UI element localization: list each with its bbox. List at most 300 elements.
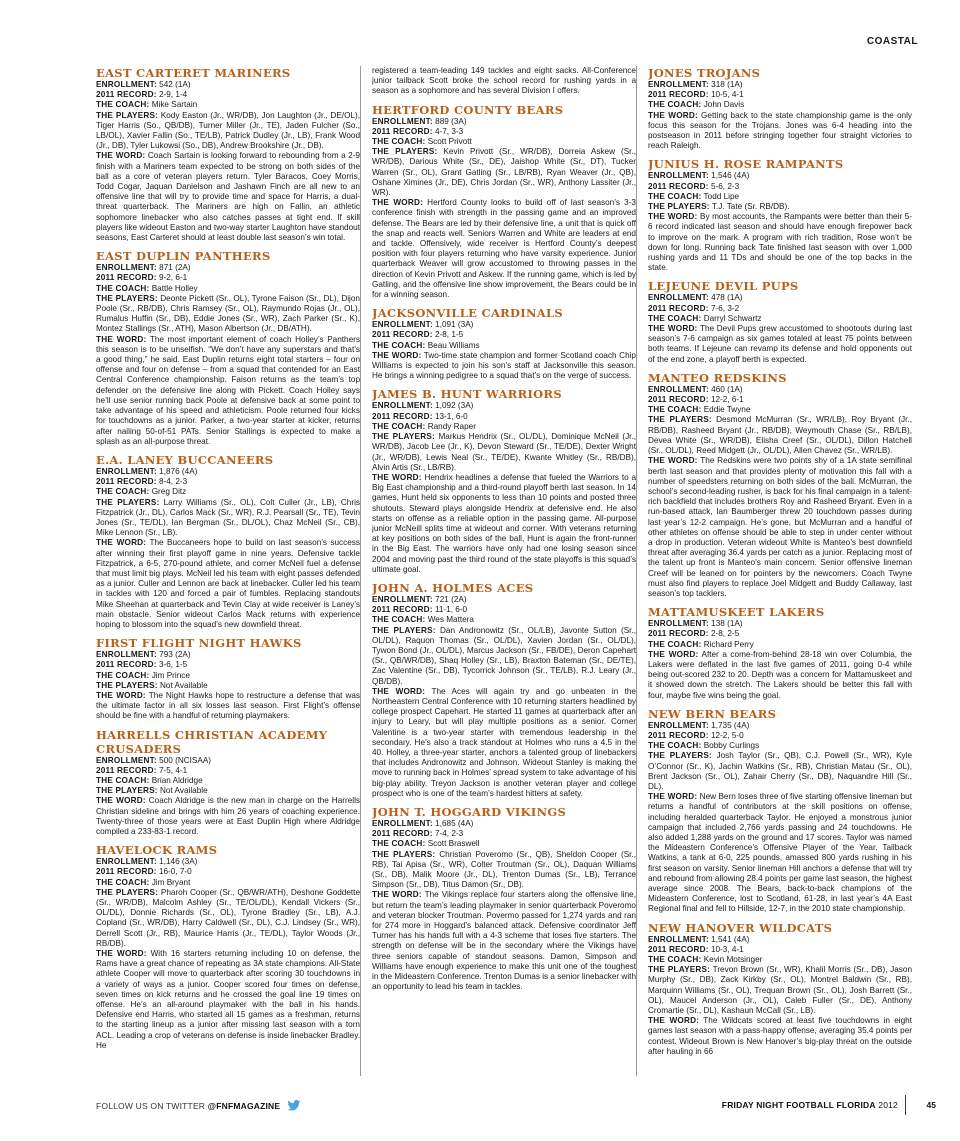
enrollment-line [648,293,912,303]
record-line-value: 12-2, 6-1 [710,395,744,405]
footer-divider [905,1095,906,1115]
enrollment-line-value: 1,541 (4A) [711,934,750,944]
magazine-title: FRIDAY NIGHT FOOTBALL FLORIDA 2012 [721,1100,898,1110]
coach-line [372,422,636,432]
team-entry [372,805,636,992]
players-line-value: Not Available [159,680,208,690]
word-line [372,198,636,300]
coach-line-label: THE COACH: [372,340,426,350]
coach-line-value: Wes Mattera [427,615,474,625]
team-name: JACKSONVILLE CARDINALS [372,306,563,321]
players-line-value: Trevon Brown (Sr., WR), Khalil Morris (Sr., DB), Jason Murphy (Sr., DB), Zack Kirkby (Sr., OL), Montrel Baldwin (Sr., RB), Marquinn Williams (Sr., OL), Trequan Brown (Sr., OL), Josh Barrett (Sr., OL), Maucel Anderson (Jr., OL), Caleb Fuller (Sr., DE), Anthony Cromartie (Sr., DL), Kashaun McCall (Sr., LB). [648,965,912,1016]
coach-line-label: THE COACH: [96,670,150,680]
enrollment-line-value: 1,091 (3A) [435,320,474,330]
team-name: JONES TROJANS [648,66,761,80]
players-line [96,888,360,949]
coach-line-value: Mike Sartain [151,100,198,110]
word-line-label: THE WORD: [372,472,422,482]
enrollment-line-value: 478 (1A) [711,293,743,303]
team-entry [648,707,912,915]
word-line [96,796,360,837]
players-line-value: Dan Andronowitz (Sr., OL/LB), Javonte Sutton (Sr., OL/DL), Raquon Thomas (Sr., OL/DL), Xavien Jordan (Sr., OL/DL), Tywon Bond (Jr., OL/DL), Marcus Jackson (Sr., FB/DE), Deron Capehart (Sr., QB/WR/DB), Shaq Holley (Sr., LB), Braxton Bateman (Sr., DE/TE), Zac Valentine (Sr., DB), Tycorrick Johnson (Sr., TE/LB), R.J. Leary (Jr., QB/DB). [372,625,636,686]
record-line [96,867,360,877]
team-entry [372,387,636,574]
coach-line-label: THE COACH: [648,191,702,201]
team-name: JUNIUS H. ROSE RAMPANTS [648,157,844,172]
team-name: FIRST FLIGHT NIGHT HAWKS [96,636,302,651]
enrollment-line [648,385,912,395]
coach-line-label: THE COACH: [648,313,702,323]
coach-line-value: Todd Lipe [703,191,740,201]
record-line-value: 5-6, 2-3 [710,181,740,191]
coach-line-label: THE COACH: [372,839,426,849]
coach-line-value: Greg Ditz [151,487,187,497]
coach-line-value: Battle Holley [151,283,198,293]
coach-line [648,192,912,202]
record-line-label: 2011 RECORD: [96,273,157,283]
word-line-label: THE WORD: [96,690,146,700]
team-entry [96,843,360,1051]
team-name: MATTAMUSKEET LAKERS [648,605,825,620]
record-line-label: 2011 RECORD: [648,90,709,100]
word-line-label: THE WORD: [96,796,146,806]
coach-line-value: Kevin Motsinger [703,955,763,965]
players-line-value: Pharoh Cooper (Sr., QB/WR/ATH), Deshone Goddette (Sr., WR/DB), Malcolm Ashley (Sr., TE/OL/DL), Kendall Vickers (Sr., OL/DL), Donnie Richards (Sr., OL), Tyrone Bradley (Sr., LB), A.J. Copland (Sr., WR/DB), Harry Caldwell (Sr., DL), C.J. Lindsey (Sr., WR), Derrell Scott (Jr., RB), Maurice Harris (Jr., TE/DL), Taylor Woods (Jr., RB/DB). [96,887,360,948]
enrollment-line [96,756,360,766]
players-line-value: Markus Hendrix (Sr., OL/DL), Dominique McNeil (Jr., WR/DB), Jacob Lee (Jr., K), Devon Steward (Sr., TE/DE), Dexter Wright (Jr., WR/DB), Lewis Neal (Sr., TE/DE), Kwante Whitley (Sr., RB/DB), Alvin Artis (Sr., LB/RB). [372,432,636,472]
column-2 [372,66,636,1076]
enrollment-line-label: ENROLLMENT: [96,466,157,476]
players-line [96,111,360,152]
word-line [96,335,360,447]
coach-line-label: THE COACH: [648,405,702,415]
record-line-value: 2-8, 1-5 [434,330,464,340]
record-line-label: 2011 RECORD: [96,477,157,487]
word-line-value: The Vikings replace four starters along the offensive line, but return the team’s leading playmaker in senior quarterback Poveromo and veteran blocker Troutman. Povermo passed for 1,274 yards and ran for 274 more in Hoggard’s balanced attack. Defensive coordinator Jeff Turner has his hands full with a 4-3 scheme that loses five starters. The strength on defense will be in the secondary where the Vikings have three seniors capable of standout seasons. Damon, Simpson and Williams have enough experience to make this unit one of the toughest in the Mideastern Conference. Trenton Dumas is a senior linebacker with an opportunity to lead his team in tackles. [372,890,636,992]
enrollment-line-label: ENROLLMENT: [96,650,157,660]
record-line-label: 2011 RECORD: [96,765,157,775]
record-line-value: 7-5, 4-1 [158,765,188,775]
record-line-label: 2011 RECORD: [96,867,157,877]
word-line [648,212,912,273]
enrollment-line-label: ENROLLMENT: [96,263,157,273]
coach-line-label: THE COACH: [372,421,426,431]
enrollment-line-value: 1,685 (4A) [435,819,474,828]
team-name: HERTFORD COUNTY BEARS [372,102,564,117]
record-line-label: 2011 RECORD: [96,90,157,100]
team-entry [648,371,912,599]
players-line [372,432,636,473]
team-entry [96,636,360,721]
enrollment-line [372,117,636,127]
enrollment-line-label: ENROLLMENT: [372,401,433,411]
record-line [372,829,636,839]
record-line-value: 3-6, 1-5 [158,660,188,670]
players-line-label: THE PLAYERS: [648,751,712,761]
players-line [372,626,636,687]
record-line-value: 8-4, 2-3 [158,477,188,487]
team-name: MANTEO REDSKINS [648,370,787,385]
enrollment-line-value: 721 (2A) [435,594,467,604]
word-line-value: The Redskins were two points shy of a 1A state semifinal berth last season and that provides plenty of motivation this fall with a number of speedsters returning on both sides of the ball. McMurran, the school’s second-leading rusher, is back for his final campaign in a talent-rich backfield that includes brothers Roy and Rasheed Bryant. Even in a run-based attack, Ian Baumberger threw 20 touchdown passes during last year’s 12-2 campaign. He’s gone, but McMurran and a handful of other athletes on offense should be able to step in under center without a drop in production. Veteran wideout White is Manteo’s best downfield threat after averaging 36.4 yards per catch as a junior. Replacing most of the talent up front is Manteo’s main concern. Senior offensive lineman Creef will be leaned on for pointers by the newcomers. Coach Twyne must also find players to replace Joel Midgett and Buddy Callaway, last season’s top tacklers. [648,456,912,598]
word-line-label: THE WORD: [648,212,698,222]
coach-line [372,839,636,849]
team-name: NEW HANOVER WILDCATS [648,920,833,935]
players-line-label: THE PLAYERS: [648,415,712,425]
enrollment-line-label: ENROLLMENT: [648,619,709,629]
enrollment-line-value: 500 (NCISAA) [159,755,212,765]
word-line [648,650,912,701]
coach-line [372,137,636,147]
record-line-value: 4-7, 3-3 [434,126,464,136]
record-line [648,945,912,955]
word-line-label: THE WORD: [648,456,698,466]
continued-text: registered a team-leading 149 tackles and eight sacks. All-Conference junior tailback Scott broke the school record for rushing yards in a season as a sophomore and has several Division I offers. [372,66,636,96]
enrollment-line-label: ENROLLMENT: [648,171,709,181]
coach-line-value: Richard Perry [703,639,754,649]
word-line [648,792,912,914]
players-line-value: Kody Easton (Jr., WR/DB), Jon Laughton (Jr., DE/OL), Tiger Harris (So., QB/DB), Turner Miller (Jr., TE), Jaden Fulcher (So., LB/OL), Xavier Fallin (So., TE/LB), Patrick Dudley (Jr., LB), Frank Wood (Jr., DB), Tyler Lukowsi (So., DB), Andrew Brookshire (Jr., DB). [96,110,360,151]
record-line [372,330,636,340]
record-line [96,660,360,670]
record-line [648,731,912,741]
word-line [372,473,636,575]
record-line-value: 9-2, 6-1 [158,273,188,283]
coach-line-label: THE COACH: [648,741,702,751]
coach-line [96,671,360,681]
word-line-value: The Aces will again try and go unbeaten in the Northeastern Central Conference with 10 returning starters headlined by college prospect Capehart. He started 11 games at quarterback after an injury to Leary, but will play multiple positions as a senior. Corner Valentine is a two-year starter with tremendous leadership in the secondary. He’s also a track standout at Holmes who runs a 4.5 in the 40. Holley, a three-year starter, anchors a talented group of linebackers that includes Andronowitz and Johnson. Wideout Stanley is making the move to running back in Holmes’ spread system to take advantage of his big-play ability. Treyon Jackson is another veteran player and college prospect who is one of the team’s hardest hitters at safety. [372,686,636,798]
team-entry [96,728,360,838]
record-line [372,412,636,422]
players-line-label: THE PLAYERS: [96,680,158,690]
word-line-value: After a come-from-behind 28-18 win over Columbia, the Lakers were deflated in the last five games of 2011, going 0-4 while being out-scored 232 to 20. Depth was a concern for Mattamuskeet and it showed down the stretch. The Lakers should be better this fall with four, maybe five wins being the goal. [648,649,912,700]
record-line-value: 13-1, 6-0 [434,411,468,421]
record-line [648,629,912,639]
word-line-value: The Wildcats scored at least five touchdowns in eight games last season with a pass-happy offense, averaging 35.4 points per contest. Wideout Brown is New Hanover’s big-play threat on the outside after hauling in 66 [648,1016,912,1056]
record-line-label: 2011 RECORD: [372,330,433,340]
record-line-value: 11-1, 6-0 [434,605,468,615]
enrollment-line-label: ENROLLMENT: [372,594,433,604]
players-line-label: THE PLAYERS: [96,293,158,303]
record-line-label: 2011 RECORD: [372,126,433,136]
coach-line [648,955,912,965]
enrollment-line-value: 542 (1A) [159,80,191,89]
players-line [96,681,360,691]
enrollment-line [648,721,912,731]
word-line [648,111,912,152]
coach-line [96,100,360,110]
coach-line [96,284,360,294]
enrollment-line-label: ENROLLMENT: [96,755,157,765]
players-line-value: Desmond McMurran (Sr., WR/LB), Roy Bryant (Jr., RB/DB), Rasheed Bryant (Jr., RB/DB), Weymouth Chase (Sr., RB/LB), Devea White (Sr., WR/DB), Elisha Creef (Sr., OL/DL), Dillon Hatchell (Sr., OL/DL), Reed Midgett (Jr., OL/DL), Allen Chavez (Sr., WR/LB). [648,415,912,456]
word-line-label: THE WORD: [648,1016,700,1026]
enrollment-line-label: ENROLLMENT: [96,857,157,867]
coach-line-label: THE COACH: [372,615,426,625]
team-name: E.A. LANEY BUCCANEERS [96,452,274,467]
word-line-label: THE WORD: [648,649,699,659]
players-line-value: Not Available [159,786,208,796]
coach-line [96,487,360,497]
word-line [648,456,912,599]
word-line-value: The most important element of coach Holley’s Panthers this season is to be unselfish. “We don’t have any superstars and that’s a good thing,” he said. East Duplin returns eight total starters – four on offense and four on defense – from a squad that contended for an East Central Conference championship. Faison returns as the team’s top defender on the defensive line along with Pickett. Coach Holley says he’ll use senior running back Poole at defensive back at some point to take advantage of his speed and athleticism. Poole returned four kicks for touchdowns as a junior. Parker, a two-year starter at kicker, returns after nailing 50-of-51 PATs. Senior Stallings is expected to make a splash as an all-purpose threat. [96,334,360,446]
word-line-label: THE WORD: [96,151,146,161]
word-line-value: With 16 starters returning including 10 on defense, the Rams have a great chance of repeating as 3A state champions. All-State athlete Cooper will move to quarterback after scoring 30 touchdowns in a variety of ways as a junior. Cooper scored four times on defense, seven times on kick returns and he crossed the goal line 19 times on offense. He’s an all-around playmaker with the ball in his hands. Defensive end Harris, who started all 15 games as a freshman, returns to the starting lineup as a junior after missing last season with a torn ACL. Leading a crop of veterans on defense is inside linebacker Bradley. He [96,949,360,1050]
team-name: JOHN A. HOLMES ACES [372,580,534,595]
team-entry [648,157,912,273]
enrollment-line [372,401,636,411]
coach-line [372,341,636,351]
word-line-label: THE WORD: [96,538,147,548]
section-tag: COASTAL [866,36,918,47]
coach-line-value: Scott Braswell [427,839,480,849]
players-line-value: Josh Taylor (Sr., QB), C.J. Powell (Sr., WR), Kyle O’Connor (Sr., K), Jachin Watkins (Sr., RB), Christian Matau (Sr., OL), Brent Jackson (Sr., OL), Zahair Cherry (Sr., DB), Naquandre Hill (Sr., DL). [648,751,912,791]
word-line-value: By most accounts, the Rampants were better than their 5-6 record indicated last season and should have enough firepower back to improve on the mark. A program with rich tradition, Rose won’t be down for long. Running back Tate finished last season with over 1,000 rushing yards and 11 TDs and should be one of the top backs in the state. [648,212,912,273]
players-line-label: THE PLAYERS: [96,110,159,120]
enrollment-line [648,171,912,181]
word-line [372,351,636,382]
word-line-value: Hendrix headlines a defense that fueled the Warriors to a Big East championship and a third-round playoff berth last season. In 14 games, Hunt held six opponents to less than 10 points and posted three shutouts. Steward plays alongside Hendrix at defensive end. He also starts on offense as a reliable option in the passing game. All-purpose junior McNeill splits time at wideout and corner. With veterans returning at key positions on both sides of the ball, Hunt is again the front-runner in the Big East. The warriors have only had one losing season since 2004 and moving past the third round of the state playoffs is this squad’s ultimate goal. [372,472,636,574]
team-name: JOHN T. HOGGARD VIKINGS [372,805,567,819]
team-entry [372,103,636,301]
players-line-value: Larry Williams (Sr., OL), Colt Culler (Jr., LB), Chris Fitzpatrick (Jr., DL), Carlos Mack (Sr., WR), R.J. Pearsall (Sr., TE), Tevin Jones (Sr., TE/DL), Ian Bergman (Sr., DL/OL), Chaz McNeil (Sr., CB), Mike Lennon (Sr., LB). [96,497,360,538]
team-name: EAST CARTERET MARINERS [96,66,291,80]
enrollment-line [648,619,912,629]
enrollment-line-label: ENROLLMENT: [372,116,433,126]
team-entry [648,279,912,364]
record-line-label: 2011 RECORD: [96,660,157,670]
enrollment-line [648,80,912,90]
coach-line-label: THE COACH: [96,877,150,887]
coach-line-value: Jim Prince [151,670,190,680]
coach-line-label: THE COACH: [96,487,150,497]
coach-line [648,100,912,110]
record-line-value: 12-2, 5-0 [710,730,744,740]
players-line-label: THE PLAYERS: [372,432,435,442]
coach-line-label: THE COACH: [648,955,702,965]
players-line [96,294,360,335]
record-line-label: 2011 RECORD: [648,395,709,405]
team-entry [96,249,360,447]
record-line [96,766,360,776]
team-name: HAVELOCK RAMS [96,843,218,858]
word-line-label: THE WORD: [96,334,147,344]
word-line-label: THE WORD: [372,890,422,900]
coach-line-value: Randy Raper [427,421,476,431]
record-line [96,273,360,283]
coach-line [648,741,912,751]
enrollment-line-label: ENROLLMENT: [648,80,709,89]
record-line-label: 2011 RECORD: [372,829,433,839]
record-line [372,605,636,615]
enrollment-line-value: 1,546 (4A) [711,171,750,181]
coach-line [648,405,912,415]
article-columns [96,66,920,1076]
team-entry [648,921,912,1057]
coach-line [648,314,912,324]
coach-line-value: Jim Bryant [151,877,191,887]
players-line [372,147,636,198]
record-line [372,127,636,137]
coach-line-label: THE COACH: [648,100,702,110]
record-line-value: 10-3, 4-1 [710,944,744,954]
enrollment-line-value: 1,146 (3A) [159,857,198,867]
players-line [372,850,636,891]
record-line [648,90,912,100]
record-line [96,477,360,487]
twitter-prefix: FOLLOW US ON TWITTER [96,1101,208,1111]
enrollment-line-value: 1,735 (4A) [711,720,750,730]
word-line-value: Two-time state champion and former Scotland coach Chip Williams is expected to join his son’s staff at Jacksonville this season. He brings a winning pedigree to a squad that’s on the verge of success. [372,350,636,381]
team-name: NEW BERN BEARS [648,706,777,721]
record-line-value: 7-6, 3-2 [710,303,740,313]
record-line-value: 7-4, 2-3 [434,829,464,839]
enrollment-line-value: 793 (2A) [159,650,191,660]
team-entry [96,66,360,243]
enrollment-line-value: 1,876 (4A) [159,466,198,476]
word-line [96,538,360,630]
enrollment-line-value: 1,092 (3A) [435,401,474,411]
coach-line [96,878,360,888]
enrollment-line-label: ENROLLMENT: [372,819,433,828]
coach-line [96,776,360,786]
enrollment-line-value: 871 (2A) [159,263,191,273]
coach-line [648,640,912,650]
record-line-value: 2-8, 2-5 [710,629,740,639]
enrollment-line-value: 460 (1A) [711,384,743,394]
enrollment-line [96,80,360,90]
enrollment-line-label: ENROLLMENT: [648,720,709,730]
page-footer [96,1097,936,1115]
players-line-label: THE PLAYERS: [372,625,436,635]
column-1 [96,66,360,1076]
record-line [96,90,360,100]
team-entry [648,66,912,151]
column-3 [648,66,912,1076]
word-line-value: The Buccaneers hope to build on last season’s success after winning their first playoff game in nine years. Defensive tackle Fitzpatrick, a 6-5, 270-pound athlete, and corner McNeil fuel a defense that must limit big plays. McNeil led his team with eight passes defended as a junior. Culler and Lennon are back at linebacker. Culler led his team in tackles with 120 and forced a pair of fumbles. Replacing standouts Mike Sheehan at quarterback and Tevin Clay at wide receiver is Laney’s main obstacle. Senior wideout Carlos Mack returns with experience hoping to blossom into the squad’s new downfield threat. [96,538,360,629]
enrollment-line-value: 138 (1A) [711,619,743,629]
coach-line-value: Eddie Twyne [703,405,751,415]
players-line-label: THE PLAYERS: [648,965,711,975]
enrollment-line-label: ENROLLMENT: [648,293,709,303]
players-line-label: THE PLAYERS: [372,849,436,859]
enrollment-line [96,263,360,273]
record-line-label: 2011 RECORD: [648,629,709,639]
players-line-label: THE PLAYERS: [96,887,159,897]
coach-line-value: Brian Aldridge [151,775,203,785]
enrollment-line-label: ENROLLMENT: [648,934,709,944]
word-line [96,691,360,722]
coach-line-value: John Davis [703,100,745,110]
players-line [96,498,360,539]
word-line-value: Getting back to the state championship game is the only focus this season for the Trojans. Jones was 6-4 heading into the postseason in 2011 before stringing together four straight victories to reach Raleigh. [648,110,912,151]
coach-line-label: THE COACH: [96,100,150,110]
record-line-value: 16-0, 7-0 [158,867,192,877]
players-line-value: T.J. Tate (Sr. RB/DB). [711,202,790,212]
players-line-value: Christian Poveromo (Sr., QB), Sheldon Cooper (Sr., RB), Tai Apisa (Sr., WR), Colter Troutman (Sr., OL), Daquan Williams (Sr., DB), Malik Moore (Jr., DL), Trenton Dumas (Sr., LB), Terrance Simpson (Sr., DB), Titus Damon (Sr., DB). [372,849,636,890]
word-line-label: THE WORD: [372,198,423,208]
enrollment-line [96,857,360,867]
players-line-label: THE PLAYERS: [372,147,438,157]
word-line [96,949,360,1051]
twitter-handle[interactable]: @FNFMAGAZINE [207,1101,281,1111]
team-name: EAST DUPLIN PANTHERS [96,249,271,264]
word-line-value: Coach Aldridge is the new man in charge on the Harrells Christian sideline and brings with him 26 years of coaching experience. Twenty-three of those years were at East Duplin High where Aldridge compiled a 233-83-1 record. [96,796,360,836]
word-line-label: THE WORD: [648,110,698,120]
record-line [648,395,912,405]
players-line [96,786,360,796]
record-line-value: 10-5, 4-1 [710,90,744,100]
enrollment-line [96,650,360,660]
record-line-label: 2011 RECORD: [648,303,709,313]
team-name: LEJEUNE DEVIL PUPS [648,279,799,294]
enrollment-line [372,819,636,829]
word-line-value: Coach Sartain is looking forward to rebounding from a 2-9 finish with a Mariners team expected to be strong on both sides of the ball as a core of veteran players return. Tyler Baracos, Coey Morris, Todd Cogar, Jaquan Danielson and Jashawn Finch are all new to an offensive line that will try to provide time and space for Harris, a dual-threat quarterback. The Mariners are high on Fallin, an athletic sophomore linebacker who also catches passes at tight end. If skill players like wideout Easton and two-way starter Laughton have standout seasons, East Carteret should at least double last season’s win total. [96,151,360,243]
word-line-value: New Bern loses three of five starting offensive lineman but returns a handful of contributors at the skill positions on offense, including heralded quarterback Taylor. He enjoyed a monstrous junior campaign that included 2,766 yards passing and 24 touchdowns. He also added 1,288 yards on the ground and 17 scores. Taylor was named the Mideastern Conference’s Offensive Player of the Year. Tailback Watkins, a tank at 6-0, 225 pounds, amassed 800 yards rushing in his first season on varsity. Senior lineman Hill anchors a defense that will try and rebound from allowing 28.4 points per game last season, the highest average since 2008. The Bears, back-to-back champions of the Mideastern Conference, lost to Scotland, 61-28, in last year’s 4A East Regional final and fell to Hillside, 12-7, in the 2010 state championship. [648,792,912,914]
word-line-label: THE WORD: [96,949,147,959]
record-line-label: 2011 RECORD: [372,411,433,421]
coach-line-label: THE COACH: [372,137,426,147]
record-line-label: 2011 RECORD: [648,181,709,191]
players-line-value: Kevin Privott (Sr., WR/DB), Dorreia Askew (Sr., WR/DB), Darious White (Sr., DE), Jaishop White (Sr., DT), Tucker Warren (Sr., OL), Grant Gatling (Sr., LB/RB), Ryan Weaver (Jr., QB), Oshane Ximines (Jr., DE), Chris Jordan (Sr., WR), Anthony Lassiter (Jr., WR). [372,147,636,198]
coach-line-value: Beau Williams [427,340,480,350]
coach-line-label: THE COACH: [96,283,150,293]
record-line-value: 2-9, 1-4 [158,90,188,100]
team-entry [372,306,636,381]
team-entry [372,581,636,799]
word-line [96,151,360,243]
word-line [372,890,636,992]
twitter-promo[interactable] [96,1100,301,1111]
players-line-value: Deonte Pickett (Sr., OL), Tyrone Faison (Sr., DL), Dijon Poole (Sr., RB/DB), Chris Ramsey (Sr., OL), Raymundo Rojas (Jr., OL), Rumalus Huffin (Sr., DB), Eddie Jones (Sr., WR), Zach Parker (Sr., K), Montez Stallings (Sr., ATH), Mason Albertson (Jr., DB/ATH). [96,293,360,334]
word-line-value: Hertford County looks to build off of last season’s 3-3 conference finish with strength in the passing game and an improved defense. The Bears are led by their defensive line, a unit that is quick off the snap and reacts well. Seniors Warren and White are leaders at end and tackle. Offensively, wide receiver is Hertford County’s deepest position with four players returning who have varsity experience. Junior quarterback Weaver will grow accustomed to throwing passes in the direction of Kevin Privott and Askew. If the running game, which is led by Gatling, and the offensive line show improvement, the Bears could be in for a winning season. [372,198,636,300]
enrollment-line [648,935,912,945]
record-line [648,182,912,192]
enrollment-line-label: ENROLLMENT: [372,320,433,330]
team-name: HARRELLS CHRISTIAN ACADEMY CRUSADERS [96,727,328,756]
record-line-label: 2011 RECORD: [648,730,709,740]
enrollment-line-value: 889 (3A) [435,116,467,126]
word-line [648,324,912,365]
players-line-label: THE PLAYERS: [96,786,158,796]
coach-line-label: THE COACH: [648,639,702,649]
players-line [648,751,912,792]
team-entry [648,605,912,701]
twitter-bird-icon [287,1100,301,1111]
players-line-label: THE PLAYERS: [648,202,710,212]
word-line-label: THE WORD: [372,686,426,696]
word-line-label: THE WORD: [648,324,698,334]
word-line-label: THE WORD: [648,792,698,802]
coach-line-value: Scott Privott [427,137,472,147]
team-name: JAMES B. HUNT WARRIORS [372,387,562,402]
record-line-label: 2011 RECORD: [648,944,709,954]
players-line [648,202,912,212]
word-line-value: The Night Hawks hope to restructure a defense that was the ultimate factor in all six losses last season. First Flight’s offense should be fine with a handful of returning playmakers. [96,690,360,721]
record-line [648,304,912,314]
enrollment-line [96,467,360,477]
coach-line-value: Darryl Schwartz [703,313,762,323]
word-line [372,687,636,799]
enrollment-line [372,595,636,605]
players-line [648,415,912,456]
record-line-label: 2011 RECORD: [372,605,433,615]
page-number: 45 [926,1100,936,1110]
enrollment-line [372,320,636,330]
word-line-value: The Devil Pups grew accustomed to shootouts during last season’s 7-6 campaign as six games totaled at least 75 points between both teams. If Lejeune can revamp its defense and hold opponents out of the end zone, a playoff berth is expected. [648,324,912,364]
enrollment-line-label: ENROLLMENT: [96,80,157,89]
players-line [648,965,912,1016]
coach-line [372,615,636,625]
